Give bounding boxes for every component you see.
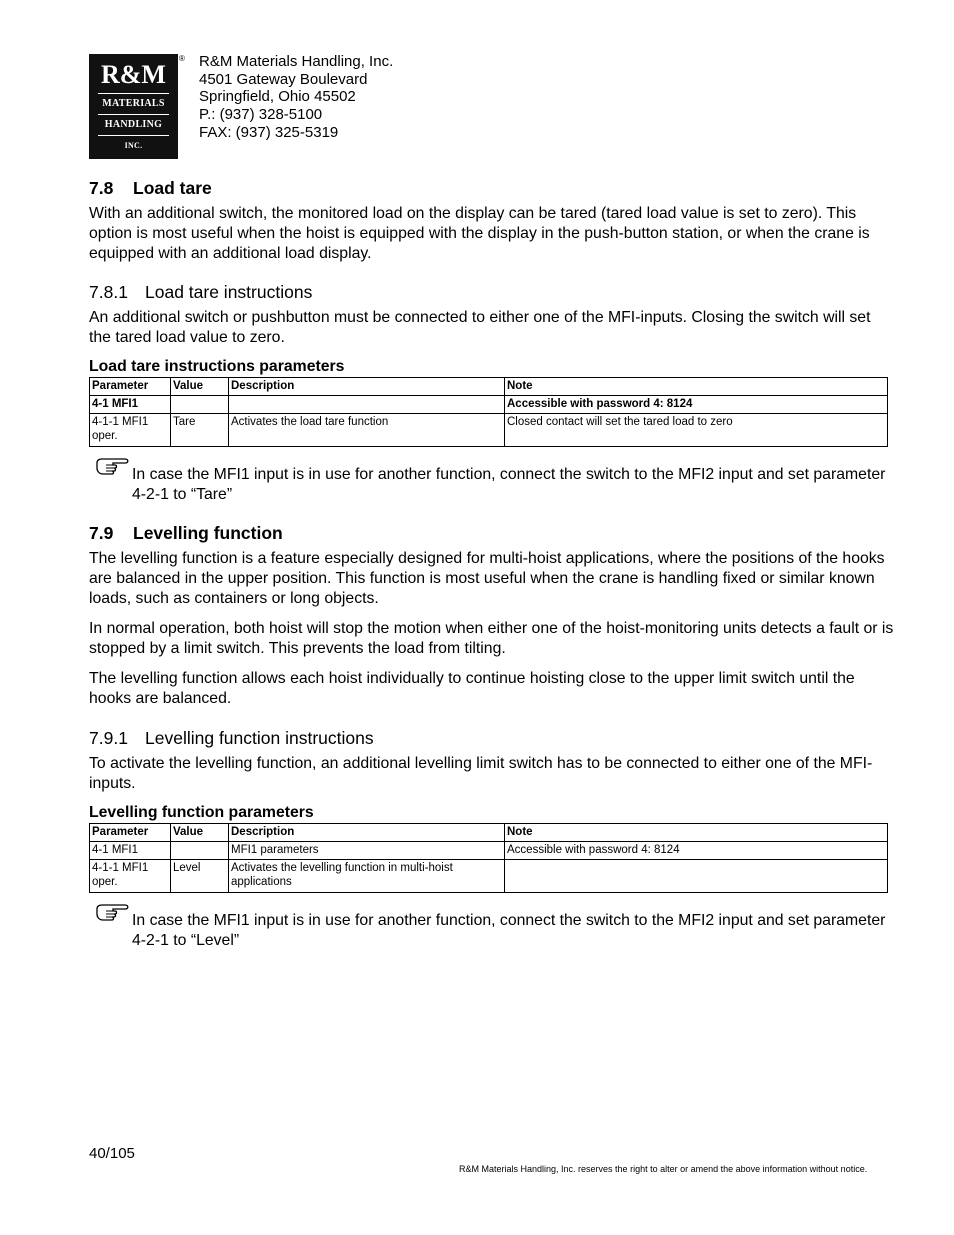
paragraph: The levelling function is a feature especially designed for multi-hoist applications, where the positions of the hooks are balanced in the upper position. This function is most useful when the crane is handling fixed or similar known loads, such as containers or long objects. — [89, 550, 885, 607]
note-text: In case the MFI1 input is in use for another function, connect the switch to the MFI2 input and set parameter 4-2-1 to “Tare” — [132, 466, 886, 503]
company-address — [199, 53, 393, 142]
levelling-parameters-table — [89, 823, 888, 893]
section-title: Load tare — [133, 178, 212, 198]
table-row — [90, 842, 888, 860]
header-cell: Parameter — [90, 378, 171, 396]
logo-line-materials: MATERIALS — [102, 98, 165, 109]
subsection-number: 7.9.1 — [89, 728, 128, 748]
table-row — [90, 396, 888, 414]
table-cell — [171, 842, 229, 860]
table-cell — [229, 396, 505, 414]
table-header-row — [90, 378, 888, 396]
table-cell: 4-1-1 MFI1 oper. — [90, 860, 171, 893]
subsection-heading-levelling-instructions — [89, 728, 374, 749]
subsection-number: 7.8.1 — [89, 282, 128, 302]
header-cell: Note — [505, 378, 888, 396]
subsection-title: Load tare instructions — [145, 282, 313, 302]
table-row — [90, 860, 888, 893]
logo-mark: R&M — [101, 60, 166, 89]
table-cell: Activates the load tare function — [229, 414, 505, 447]
paragraph: In normal operation, both hoist will stop the motion when either one of the hoist-monitoring units detects a fault or is stopped by a limit switch. This prevents the load from tilting. — [89, 620, 894, 657]
header-cell: Description — [229, 378, 505, 396]
paragraph: An additional switch or pushbutton must be connected to either one of the MFI-inputs. Closing the switch will set the tared load value to zero. — [89, 309, 871, 346]
header-cell: Note — [505, 824, 888, 842]
pointing-hand-icon — [95, 901, 131, 923]
load-tare-parameters-table — [89, 377, 888, 447]
logo-line-handling: HANDLING — [104, 119, 163, 130]
section-heading-levelling-function — [89, 523, 283, 544]
table-cell: Accessible with password 4: 8124 — [505, 396, 888, 414]
address-line: 4501 Gateway Boulevard — [199, 70, 368, 88]
table-header-row — [90, 824, 888, 842]
paragraph: To activate the levelling function, an additional levelling limit switch has to be connected to either one of the MFI-inputs. — [89, 755, 873, 792]
logo-line-inc: INC. — [124, 141, 143, 150]
table-cell: Tare — [171, 414, 229, 447]
table-cell: 4-1 MFI1 — [90, 842, 171, 860]
table-cell — [505, 860, 888, 893]
subsection-title: Levelling function instructions — [145, 728, 374, 748]
subsection-heading-load-tare-instructions — [89, 282, 312, 303]
table-cell: Activates the levelling function in multi-hoist applications — [229, 860, 505, 893]
logo-divider — [98, 135, 169, 136]
section-heading-load-tare — [89, 178, 212, 199]
address-line: FAX: (937) 325-5319 — [199, 123, 339, 141]
table-cell: Accessible with password 4: 8124 — [505, 842, 888, 860]
table-cell: 4-1 MFI1 — [90, 396, 171, 414]
logo-divider — [98, 114, 169, 115]
table-cell: Level — [171, 860, 229, 893]
page-number: 40/105 — [89, 1145, 135, 1162]
registered-mark: ® — [179, 54, 185, 63]
address-line: R&M Materials Handling, Inc. — [199, 53, 394, 70]
pointing-hand-icon — [95, 455, 131, 477]
paragraph: The levelling function allows each hoist individually to continue hoisting close to the upper limit switch until the hooks are balanced. — [89, 670, 855, 707]
note-text: In case the MFI1 input is in use for another function, connect the switch to the MFI2 input and set parameter 4-2-1 to “Level” — [132, 912, 886, 949]
table-cell: 4-1-1 MFI1 oper. — [90, 414, 171, 447]
table-cell — [171, 396, 229, 414]
table-caption: Load tare instructions parameters — [89, 358, 345, 375]
paragraph: With an additional switch, the monitored load on the display can be tared (tared load value is set to zero). This option is most useful when the hoist is equipped with the display in the push-button station, or when the crane is equipped with an additional load display. — [89, 205, 870, 262]
address-line: Springfield, Ohio 45502 — [199, 88, 356, 106]
header-cell: Value — [171, 824, 229, 842]
table-cell: Closed contact will set the tared load to zero — [505, 414, 888, 447]
logo-divider — [98, 93, 169, 94]
section-number: 7.8 — [89, 178, 114, 198]
footer-notice: R&M Materials Handling, Inc. reserves the right to alter or amend the above information without notice. — [459, 1164, 868, 1174]
header-cell: Parameter — [90, 824, 171, 842]
table-caption: Levelling function parameters — [89, 804, 314, 821]
header-cell: Value — [171, 378, 229, 396]
section-title: Levelling function — [133, 523, 283, 543]
table-row — [90, 414, 888, 447]
section-number: 7.9 — [89, 523, 114, 543]
company-logo — [89, 54, 178, 159]
table-cell: MFI1 parameters — [229, 842, 505, 860]
header-cell: Description — [229, 824, 505, 842]
address-line: P.: (937) 328-5100 — [199, 106, 323, 124]
